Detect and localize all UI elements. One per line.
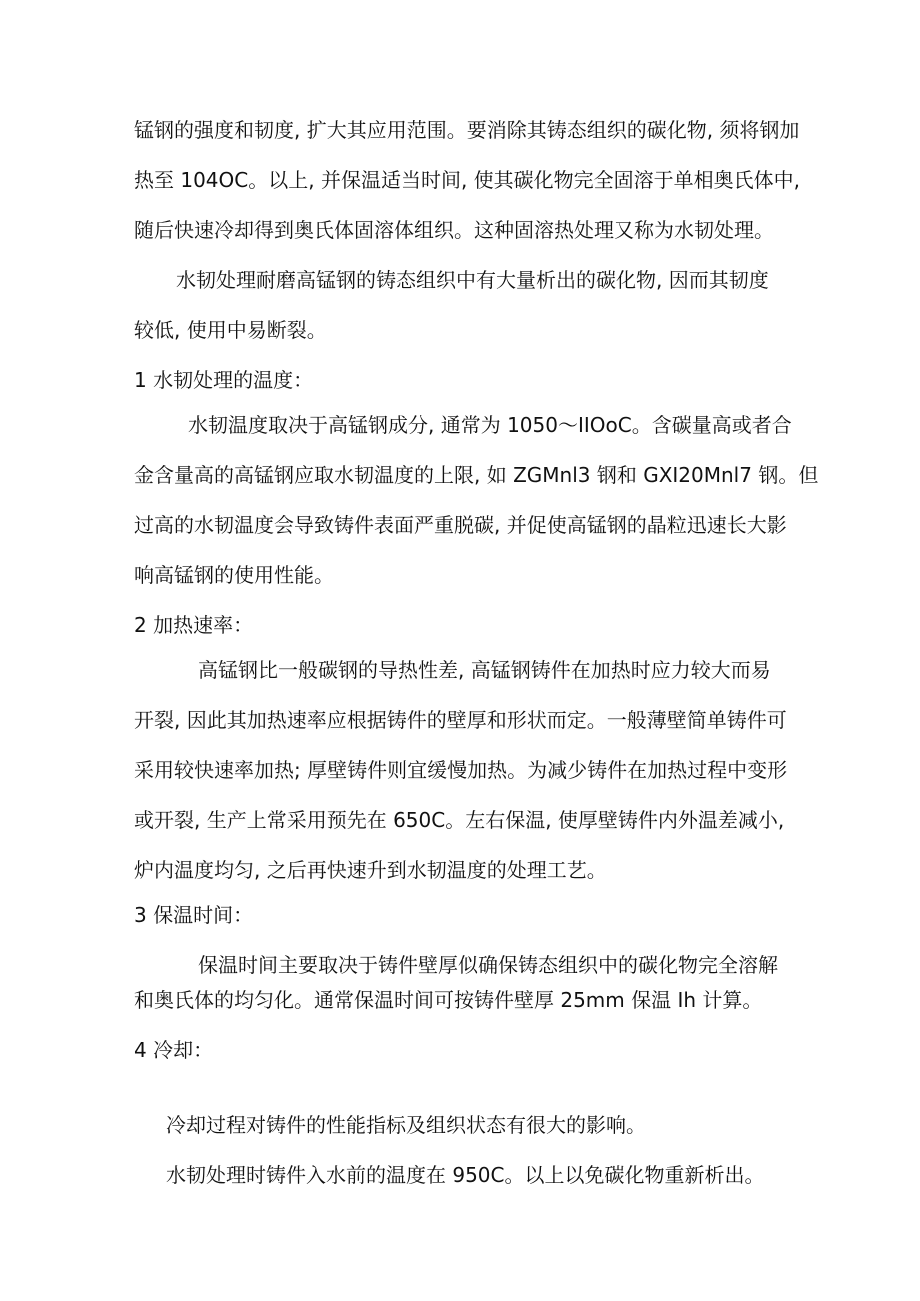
body-text-line: 热至 104OC。以上, 并保温适当时间, 使其碳化物完全固溶于单相奥氏体中, (134, 168, 801, 192)
body-text-line: 开裂, 因此其加热速率应根据铸件的壁厚和形状而定。一般薄壁简单铸件可 (134, 708, 787, 732)
body-text-line: 冷却过程对铸件的性能指标及组织状态有很大的影响。 (166, 1113, 646, 1137)
body-text-line: 金含量高的高锰钢应取水韧温度的上限, 如 ZGMnl3 钢和 GXI20Mnl7 钢。但 (134, 463, 819, 487)
body-text-line: 采用较快速率加热; 厚壁铸件则宜缓慢加热。为减少铸件在加热过程中变形 (134, 758, 788, 782)
section-heading: 3 保温时间： (134, 903, 254, 927)
section-heading: 1 水韧处理的温度： (134, 368, 314, 392)
body-text-line: 水韧处理时铸件入水前的温度在 950C。以上以免碳化物重新析出。 (166, 1163, 765, 1187)
body-text-line: 水韧处理耐磨高锰钢的铸态组织中有大量析出的碳化物, 因而其韧度 (176, 268, 769, 292)
body-text-line: 锰钢的强度和韧度, 扩大其应用范围。要消除其铸态组织的碳化物, 须将钢加 (134, 118, 800, 142)
body-text-line: 水韧温度取决于高锰钢成分, 通常为 1050～IIOoC。含碳量高或者合 (188, 413, 792, 437)
body-text-line: 较低, 使用中易断裂。 (134, 318, 327, 342)
body-text-line: 高锰钢比一般碳钢的导热性差, 高锰钢铸件在加热时应力较大而易 (198, 658, 771, 682)
body-text-line: 过高的水韧温度会导致铸件表面严重脱碳, 并促使高锰钢的晶粒迅速长大影 (134, 513, 787, 537)
body-text-line: 或开裂, 生产上常采用预先在 650C。左右保温, 使厚壁铸件内外温差减小, (134, 808, 785, 832)
body-text-line: 炉内温度均匀, 之后再快速升到水韧温度的处理工艺。 (134, 858, 607, 882)
section-heading: 2 加热速率： (134, 613, 254, 637)
section-heading: 4 冷却： (134, 1038, 214, 1062)
body-text-line: 和奥氏体的均匀化。通常保温时间可按铸件壁厚 25mm 保温 Ih 计算。 (134, 988, 763, 1012)
body-text-line: 保温时间主要取决于铸件壁厚似确保铸态组织中的碳化物完全溶解 (198, 953, 778, 977)
body-text-line: 随后快速冷却得到奥氏体固溶体组织。这种固溶热处理又称为水韧处理。 (134, 218, 774, 242)
body-text-line: 响高锰钢的使用性能。 (134, 563, 334, 587)
